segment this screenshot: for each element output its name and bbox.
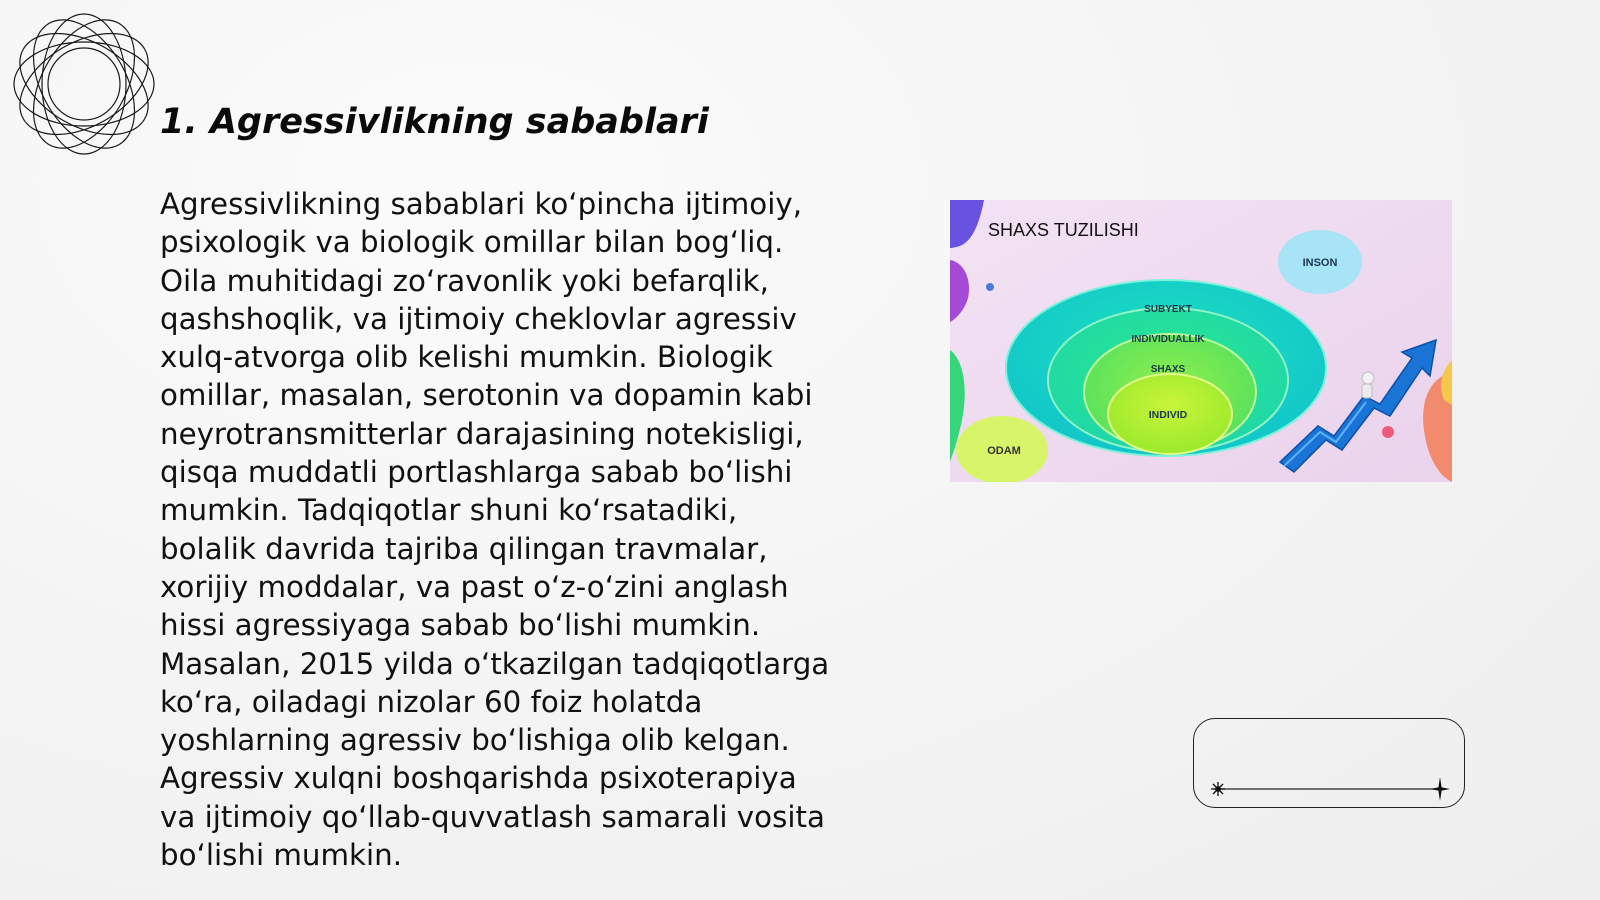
slide-title: 1. Agressivlikning sabablari (160, 102, 709, 142)
sparkle-icon (1430, 777, 1450, 801)
inson-label: INSON (1302, 257, 1338, 269)
odam-label: ODAM (987, 445, 1021, 457)
shaxs-label: SHAXS (1150, 364, 1186, 375)
decorative-timeline-box (1193, 718, 1465, 808)
circle-ornament-icon (8, 8, 160, 160)
starburst-icon (1211, 782, 1225, 796)
slide-body-text: Agressivlikning sabablari koʻpincha ijtimoiy, psixologik va biologik omillar bilan bogʻliq. Oila muhitidagi zoʻravonlik yoki befarqlik, qashshoqlik, va ijtimoiy cheklovlar agressiv xulq-atvorga olib kelishi mumkin. Biologik omillar, masalan, serotonin va dopamin kabi neyrotransmitterlar darajasining notekisligi, qisqa muddatli portlashlarga sabab boʻlishi mumkin. Tadqiqotlar shuni koʻrsatadiki, bolalik davrida tajriba qilingan travmalar, xorijiy moddalar, va past oʻz-oʻzini anglash hissi agressiyaga sabab boʻlishi mumkin. Masalan, 2015 yilda oʻtkazilgan tadqiqotlarga koʻra, oiladagi nizolar 60 foiz holatda yoshlarning agressiv boʻlishiga olib kelgan. Agressiv xulqni boshqarishda psixoterapiya va ijtimoiy qoʻllab-quvvatlash samarali vosita boʻlishi mumkin. (160, 187, 830, 873)
personality-structure-diagram (950, 200, 1452, 482)
individuallik-label: INDIVIDUALLIK (1131, 334, 1205, 345)
individ-label: INDIVID (1148, 409, 1188, 421)
subyekt-label: SUBYEKT (1144, 304, 1192, 315)
diagram-title: SHAXS TUZILISHI (988, 220, 1139, 240)
